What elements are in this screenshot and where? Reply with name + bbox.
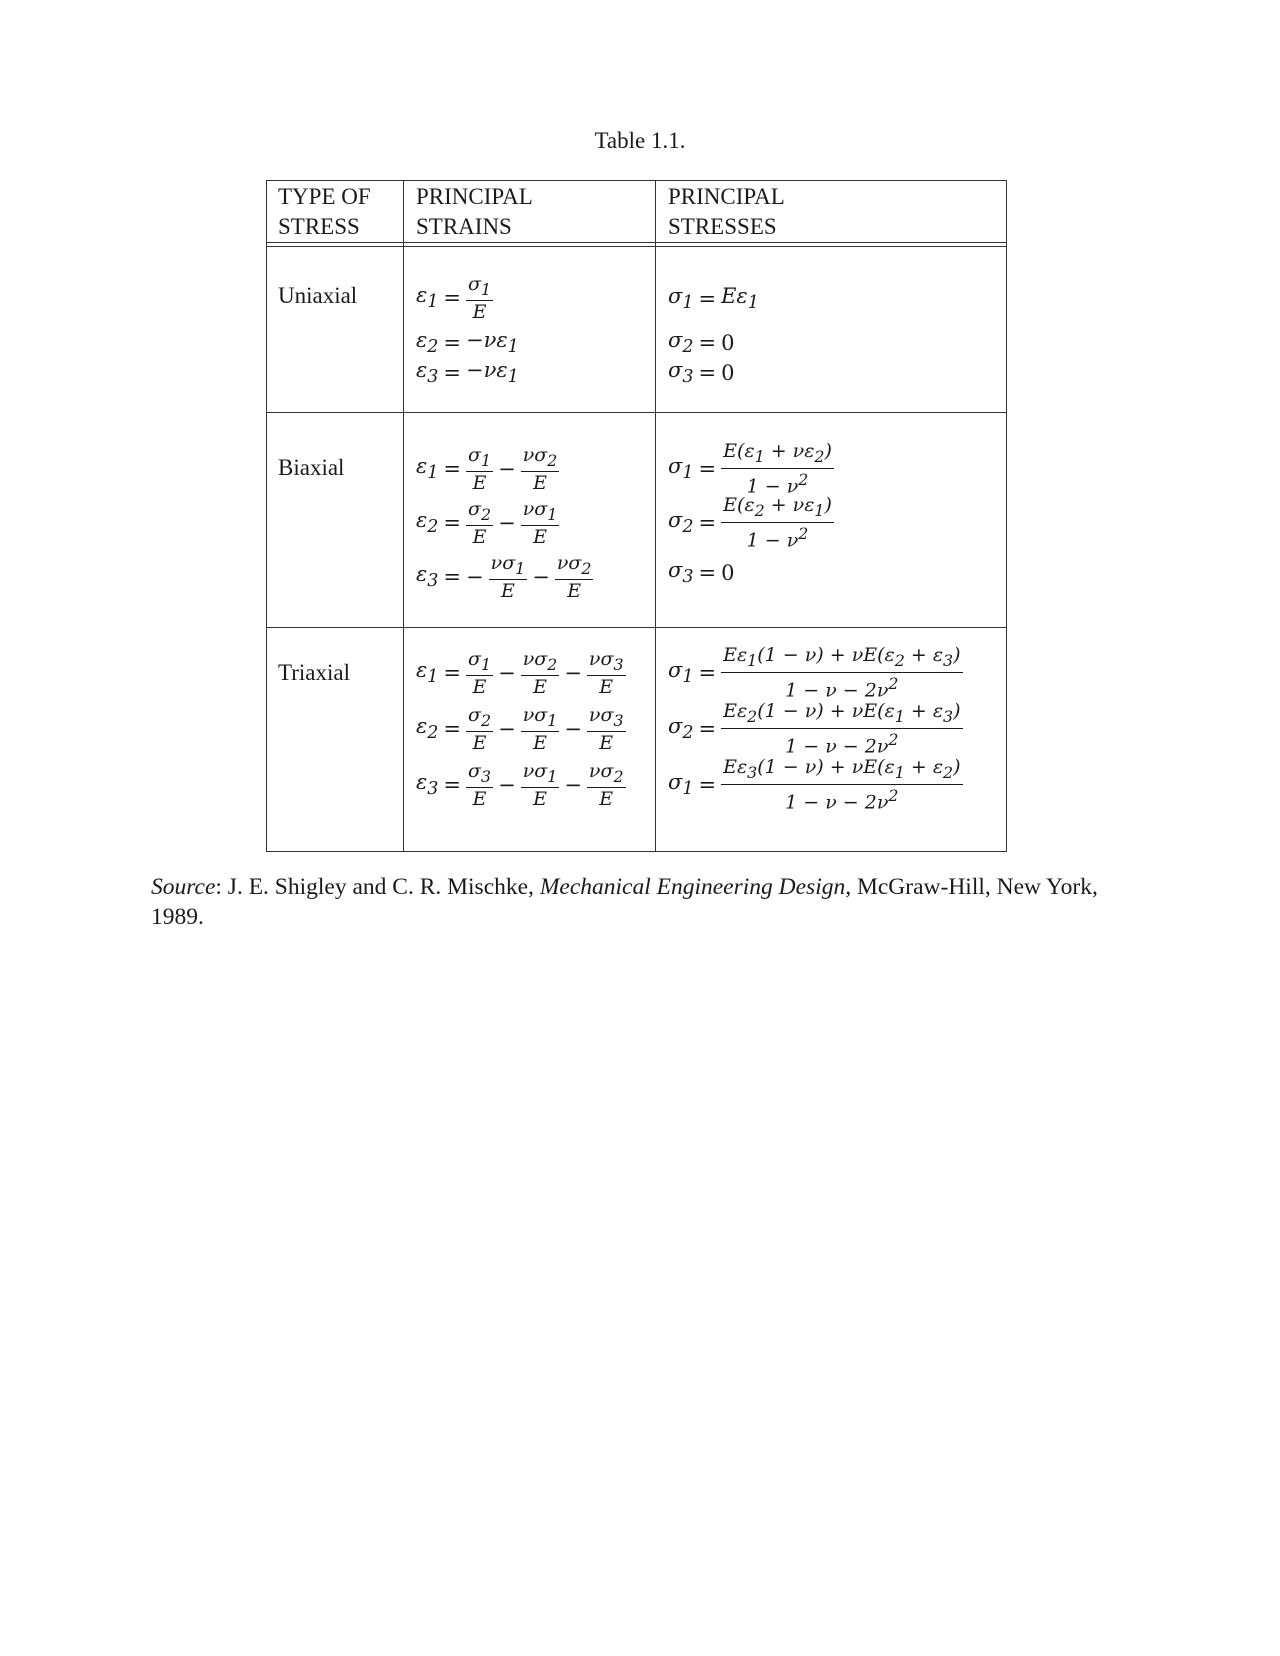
header-principal-strains: PRINCIPAL STRAINS: [416, 184, 533, 239]
source-book-title: Mechanical Engineering Design: [539, 874, 846, 900]
source-publisher: , McGraw-Hill, New York, 1989.: [151, 874, 1098, 930]
uniaxial-strain-3: $\varepsilon_3$ = $-\nu\varepsilon_1$: [416, 358, 519, 388]
biaxial-stress-2: $\sigma_2$ = $\frac{E(\varepsilon_2 + \nu\varepsilon_1)}{1 - \nu^2}$: [668, 494, 832, 552]
table-caption: Table 1.1.: [594, 128, 686, 153]
triaxial-strain-3: $\varepsilon_3$ = $\frac{\sigma_3}{E}$ − $\frac{\nu\sigma_1}{E}$ − $\frac{\nu\sigma_2}{E}$: [416, 759, 624, 811]
header-principal-stresses: PRINCIPAL STRESSES: [668, 184, 785, 239]
header-rule-1: [266, 242, 1007, 243]
biaxial-strain-2: $\varepsilon_2$ = $\frac{\sigma_2}{E}$ − $\frac{\nu\sigma_1}{E}$: [416, 497, 558, 549]
uniaxial-stress-1: $\sigma_1$ = $E\varepsilon_1$: [668, 284, 759, 314]
row-divider-2: [266, 627, 1007, 628]
uniaxial-strain-1: $\varepsilon_1$ = $\frac{\sigma_1}{E}$: [416, 272, 492, 324]
header-type-of-stress: TYPE OF STRESS: [278, 184, 371, 239]
uniaxial-stress-2: $\sigma_2$ = 0: [668, 328, 735, 358]
table-right-border: [1006, 180, 1007, 852]
row-label-biaxial: Biaxial: [278, 455, 345, 480]
row-label-uniaxial: Uniaxial: [278, 283, 358, 308]
triaxial-stress-2: $\sigma_2$ = $\frac{E\varepsilon_2(1 - \nu) + \nu E(\varepsilon_1 + \varepsilon_3)}{1 - \nu - 2\nu^2}$: [668, 700, 961, 758]
biaxial-strain-3: $\varepsilon_3$ = − $\frac{\nu\sigma_1}{E}$ − $\frac{\nu\sigma_2}{E}$: [416, 551, 592, 603]
stress-strain-table: [266, 180, 1007, 852]
source-citation: [151, 872, 1141, 932]
header-rule-2: [266, 246, 1007, 247]
row-divider-1: [266, 412, 1007, 413]
source-authors: : J. E. Shigley and C. R. Mischke,: [215, 874, 540, 900]
uniaxial-stress-3: $\sigma_3$ = 0: [668, 358, 735, 388]
biaxial-stress-3: $\sigma_3$ = 0: [668, 558, 735, 588]
triaxial-strain-1: $\varepsilon_1$ = $\frac{\sigma_1}{E}$ − $\frac{\nu\sigma_2}{E}$ − $\frac{\nu\sigma_3}{E}$: [416, 647, 624, 699]
biaxial-stress-1: $\sigma_1$ = $\frac{E(\varepsilon_1 + \nu\varepsilon_2)}{1 - \nu^2}$: [668, 440, 832, 498]
triaxial-stress-3: $\sigma_1$ = $\frac{E\varepsilon_3(1 - \nu) + \nu E(\varepsilon_1 + \varepsilon_2)}{1 - \nu - 2\nu^2}$: [668, 756, 961, 814]
table-left-border: [266, 180, 267, 852]
triaxial-strain-2: $\varepsilon_2$ = $\frac{\sigma_2}{E}$ − $\frac{\nu\sigma_1}{E}$ − $\frac{\nu\sigma_3}{E}$: [416, 703, 624, 755]
row-label-triaxial: Triaxial: [278, 660, 350, 685]
biaxial-strain-1: $\varepsilon_1$ = $\frac{\sigma_1}{E}$ − $\frac{\nu\sigma_2}{E}$: [416, 443, 558, 495]
col-divider-2: [655, 180, 656, 852]
source-label: Source: [151, 874, 216, 900]
table-bottom-border: [266, 851, 1007, 852]
triaxial-stress-1: $\sigma_1$ = $\frac{E\varepsilon_1(1 - \nu) + \nu E(\varepsilon_2 + \varepsilon_3)}{1 - \nu - 2\nu^2}$: [668, 644, 961, 702]
col-divider-1: [403, 180, 404, 852]
table-top-border: [266, 180, 1007, 181]
uniaxial-strain-2: $\varepsilon_2$ = $-\nu\varepsilon_1$: [416, 328, 519, 358]
